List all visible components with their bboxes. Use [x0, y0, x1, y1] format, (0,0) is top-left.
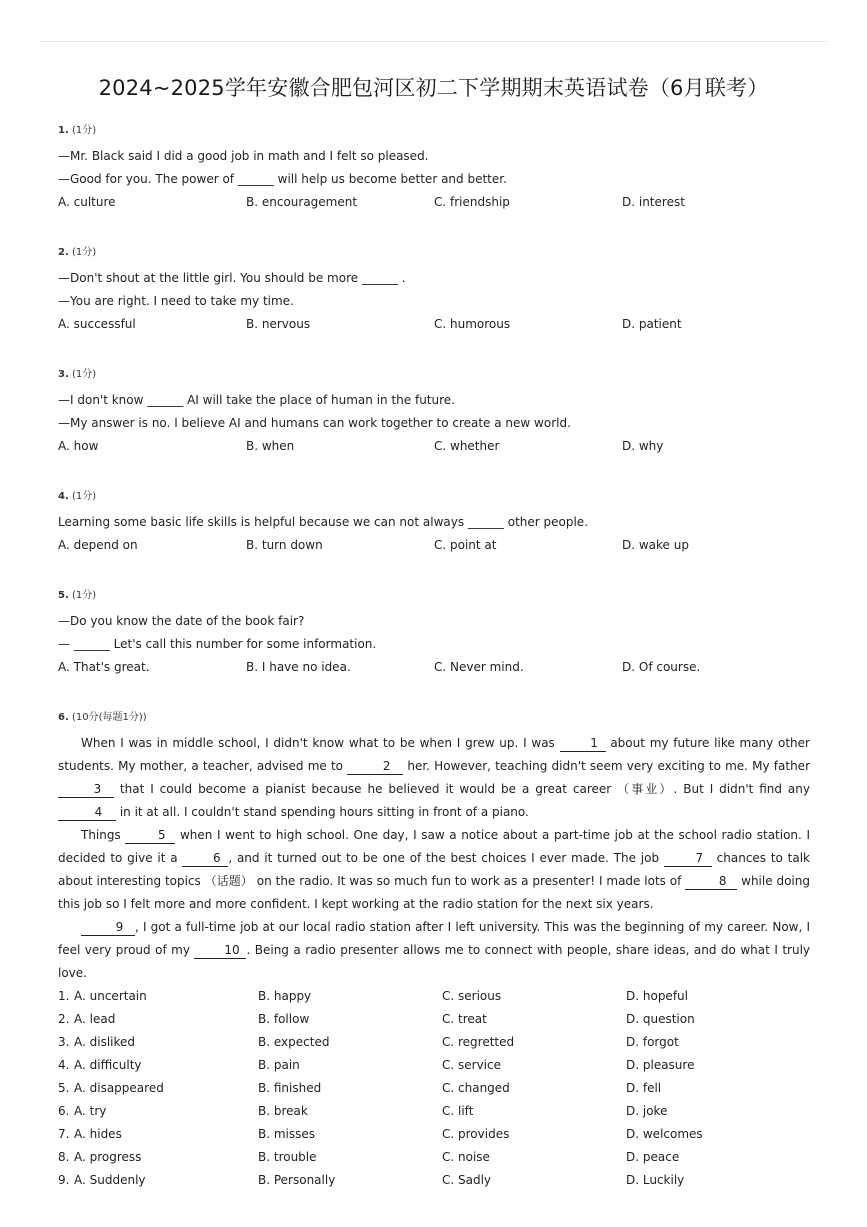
option-c[interactable]: C. noise [442, 1150, 490, 1164]
passage-text: chances to talk about interesting topics （话题） on the radio. It was so much fun to work as a presenter! I made lots of [58, 851, 811, 888]
answer-number: 3. [58, 1035, 70, 1049]
question-line: Learning some basic life skills is helpful because we can not always ______ other people. [58, 515, 589, 529]
option-b[interactable]: B. I have no idea. [246, 660, 351, 674]
blank-3[interactable]: 3 [58, 781, 114, 798]
option-c[interactable]: C. whether [434, 439, 500, 453]
option-d[interactable]: D. joke [626, 1104, 668, 1118]
option-c[interactable]: C. service [442, 1058, 501, 1072]
option-b[interactable]: B. trouble [258, 1150, 317, 1164]
question-score: (1分) [71, 491, 97, 502]
passage-text: , I got a full-time job at our local radio station after I left university. This was the beginning of my career. Now, I feel very proud of my [58, 920, 810, 957]
answer-row [58, 1146, 810, 1169]
option-c[interactable]: C. lift [442, 1104, 474, 1118]
passage-text: , and it turned out to be one of the best choices I ever made. The job [228, 851, 664, 865]
answer-row [58, 1169, 810, 1192]
option-b[interactable]: B. turn down [246, 538, 323, 552]
option-c[interactable]: C. point at [434, 538, 497, 552]
blank-10[interactable]: 10 [194, 942, 246, 959]
answer-row [58, 1100, 810, 1123]
question-line: —Mr. Black said I did a good job in math and I felt so pleased. [58, 149, 429, 163]
option-a[interactable]: A. uncertain [74, 989, 147, 1003]
answer-number: 5. [58, 1081, 70, 1095]
option-row [58, 435, 810, 458]
option-d[interactable]: D. interest [622, 195, 685, 209]
question-number: 4. [58, 491, 69, 502]
cloze-answer-options [58, 985, 810, 1192]
question-score: (1分) [71, 247, 97, 258]
option-c[interactable]: C. Never mind. [434, 660, 524, 674]
option-b[interactable]: B. misses [258, 1127, 316, 1141]
answer-row [58, 1123, 810, 1146]
answer-number: 2. [58, 1012, 70, 1026]
option-row [58, 313, 810, 336]
question-6-cloze [58, 708, 810, 1192]
passage-text: When I was in middle school, I didn't know what to be when I grew up. I was [81, 736, 560, 750]
option-a[interactable]: A. disappeared [74, 1081, 164, 1095]
passage-text: when I went to high school. One day, I saw a notice about a part-time job at the school radio station. I decided to give it a [58, 828, 811, 865]
answer-row [58, 1031, 810, 1054]
blank-4[interactable]: 4 [58, 804, 116, 821]
question-2 [58, 243, 810, 336]
option-b[interactable]: B. pain [258, 1058, 300, 1072]
blank-9[interactable]: 9 [81, 919, 135, 936]
option-d[interactable]: D. question [626, 1012, 695, 1026]
question-number: 3. [58, 369, 69, 380]
passage-text: about my future like many other students. My mother, a teacher, advised me to [58, 736, 810, 773]
answer-row [58, 1054, 810, 1077]
answer-number: 7. [58, 1127, 70, 1141]
question-1 [58, 121, 810, 214]
option-d[interactable]: D. Of course. [622, 660, 701, 674]
option-b[interactable]: B. Personally [258, 1173, 336, 1187]
passage-paragraph-2 [58, 824, 810, 916]
option-a[interactable]: A. difficulty [74, 1058, 142, 1072]
answer-number: 6. [58, 1104, 70, 1118]
option-a[interactable]: A. depend on [58, 538, 138, 552]
question-line: —Do you know the date of the book fair? [58, 614, 305, 628]
question-header [58, 586, 810, 600]
option-d[interactable]: D. fell [626, 1081, 662, 1095]
question-number: 6. [58, 712, 69, 723]
passage-text: that I could become a pianist because he believed it would be a great career （事业）. But I didn't find any [114, 782, 810, 796]
option-row [58, 191, 810, 214]
question-score: (10分(每题1分)) [71, 712, 147, 723]
passage-text: Things [81, 828, 126, 842]
option-b[interactable]: B. break [258, 1104, 308, 1118]
option-c[interactable]: C. serious [442, 989, 502, 1003]
option-d[interactable]: D. pleasure [626, 1058, 695, 1072]
blank-5[interactable]: 5 [125, 827, 175, 844]
question-line: —Good for you. The power of ______ will help us become better and better. [58, 172, 507, 186]
option-c[interactable]: C. treat [442, 1012, 487, 1026]
option-a[interactable]: A. try [74, 1104, 107, 1118]
question-number: 5. [58, 590, 69, 601]
option-d[interactable]: D. patient [622, 317, 682, 331]
answer-number: 1. [58, 989, 70, 1003]
option-c[interactable]: C. friendship [434, 195, 510, 209]
question-score: (1分) [71, 125, 97, 136]
passage-text: . Being a radio presenter allows me to connect with people, share ideas, and do what I truly love. [58, 943, 811, 980]
option-b[interactable]: B. follow [258, 1012, 310, 1026]
option-a[interactable]: A. lead [74, 1012, 116, 1026]
option-c[interactable]: C. regretted [442, 1035, 515, 1049]
passage-text: while doing this job so I felt more and more confident. I kept working at the radio station for the next six years. [58, 874, 810, 911]
option-a[interactable]: A. how [58, 439, 99, 453]
option-row [58, 656, 810, 679]
passage-text: in it at all. I couldn't stand spending hours sitting in front of a piano. [116, 805, 529, 819]
answer-row [58, 1008, 810, 1031]
option-b[interactable]: B. happy [258, 989, 312, 1003]
option-c[interactable]: C. humorous [434, 317, 511, 331]
top-divider [40, 41, 827, 42]
question-header [58, 243, 810, 257]
option-d[interactable]: D. Luckily [626, 1173, 685, 1187]
question-line: —Don't shout at the little girl. You should be more ______ . [58, 271, 406, 285]
answer-number: 4. [58, 1058, 70, 1072]
passage-text: her. However, teaching didn't seem very exciting to me. My father [403, 759, 811, 773]
question-header [58, 708, 810, 722]
answer-number: 8. [58, 1150, 70, 1164]
passage-paragraph-1 [58, 732, 810, 824]
answer-number: 9. [58, 1173, 70, 1187]
option-b[interactable]: B. encouragement [246, 195, 358, 209]
question-header [58, 365, 810, 379]
option-c[interactable]: C. Sadly [442, 1173, 492, 1187]
option-row [58, 534, 810, 557]
blank-8[interactable]: 8 [685, 873, 737, 890]
page-title: 2024~2025学年安徽合肥包河区初二下学期期末英语试卷（6月联考） [98, 76, 769, 100]
option-a[interactable]: A. Suddenly [74, 1173, 146, 1187]
option-a[interactable]: A. successful [58, 317, 136, 331]
option-b[interactable]: B. when [246, 439, 295, 453]
blank-7[interactable]: 7 [664, 850, 712, 867]
question-number: 2. [58, 247, 69, 258]
question-line: —I don't know ______ AI will take the place of human in the future. [58, 393, 455, 407]
passage-paragraph-3 [58, 916, 810, 985]
option-d[interactable]: D. hopeful [626, 989, 688, 1003]
question-score: (1分) [71, 369, 97, 380]
option-d[interactable]: D. peace [626, 1150, 680, 1164]
option-c[interactable]: C. changed [442, 1081, 510, 1095]
blank-6[interactable]: 6 [182, 850, 228, 867]
option-a[interactable]: A. hides [74, 1127, 122, 1141]
option-a[interactable]: A. culture [58, 195, 116, 209]
option-d[interactable]: D. why [622, 439, 664, 453]
option-a[interactable]: A. progress [74, 1150, 142, 1164]
option-a[interactable]: A. disliked [74, 1035, 136, 1049]
question-header [58, 487, 810, 501]
option-d[interactable]: D. welcomes [626, 1127, 703, 1141]
question-5 [58, 586, 810, 679]
option-b[interactable]: B. expected [258, 1035, 330, 1049]
option-c[interactable]: C. provides [442, 1127, 510, 1141]
question-line: —You are right. I need to take my time. [58, 294, 294, 308]
option-b[interactable]: B. nervous [246, 317, 311, 331]
answer-row [58, 985, 810, 1008]
option-a[interactable]: A. That's great. [58, 660, 150, 674]
question-line: — ______ Let's call this number for some information. [58, 637, 377, 651]
question-4 [58, 487, 810, 557]
question-line: —My answer is no. I believe AI and humans can work together to create a new world. [58, 416, 571, 430]
answer-row [58, 1077, 810, 1100]
question-header [58, 121, 810, 135]
blank-1[interactable]: 1 [560, 735, 606, 752]
cloze-passage [58, 732, 810, 985]
blank-2[interactable]: 2 [347, 758, 403, 775]
question-number: 1. [58, 125, 69, 136]
option-d[interactable]: D. wake up [622, 538, 689, 552]
question-score: (1分) [71, 590, 97, 601]
option-b[interactable]: B. finished [258, 1081, 322, 1095]
question-3 [58, 365, 810, 458]
option-d[interactable]: D. forgot [626, 1035, 679, 1049]
